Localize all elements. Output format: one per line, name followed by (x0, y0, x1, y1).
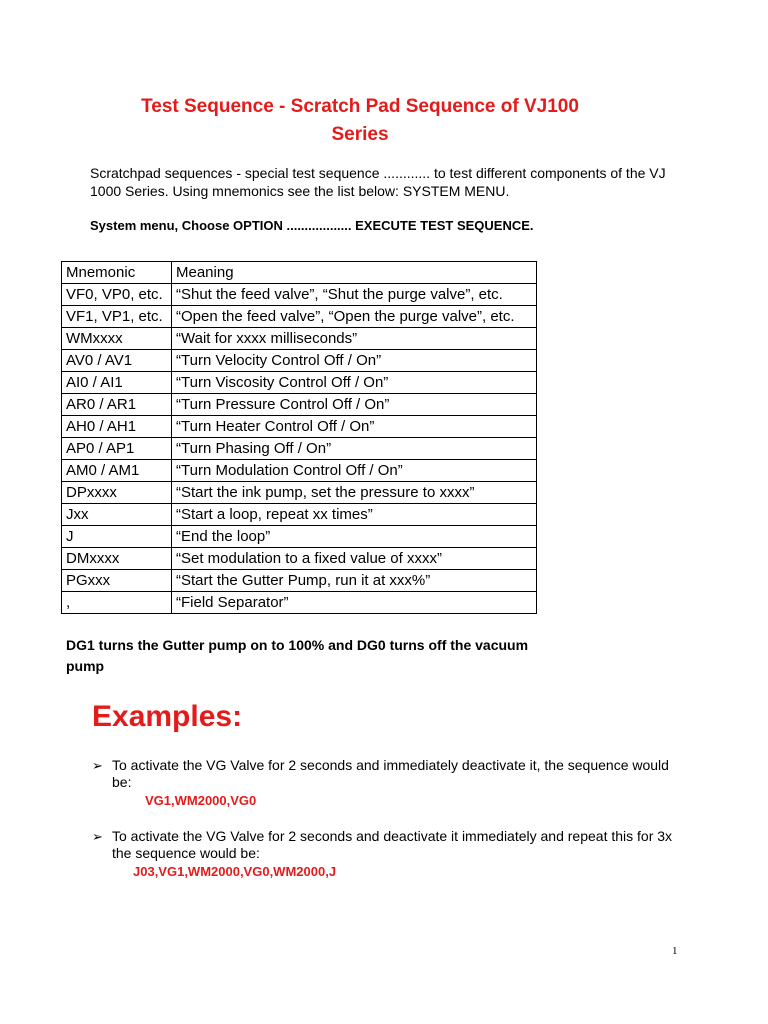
meaning-cell: “Field Separator” (172, 592, 537, 614)
mnemonic-cell: AH0 / AH1 (62, 416, 172, 438)
mnemonic-cell: VF0, VP0, etc. (62, 284, 172, 306)
mnemonic-cell: PGxxx (62, 570, 172, 592)
mnemonic-cell: AI0 / AI1 (62, 372, 172, 394)
mnemonic-cell: , (62, 592, 172, 614)
table-row (62, 438, 537, 460)
mnemonic-cell: AM0 / AM1 (62, 460, 172, 482)
table-row (62, 570, 537, 592)
header-meaning: Meaning (172, 262, 537, 284)
meaning-cell: “Wait for xxxx milliseconds” (172, 328, 537, 350)
table-row (62, 482, 537, 504)
table-header-row (62, 262, 537, 284)
meaning-cell: “Turn Modulation Control Off / On” (172, 460, 537, 482)
title-line-2: Series (331, 124, 389, 145)
meaning-cell: “Set modulation to a fixed value of xxxx” (172, 548, 537, 570)
mnemonic-table (61, 261, 537, 614)
arrow-bullet-icon: ➢ (92, 829, 103, 844)
table-row (62, 350, 537, 372)
mnemonic-cell: AV0 / AV1 (62, 350, 172, 372)
title-line-1: Test Sequence - Scratch Pad Sequence of VJ100 (141, 96, 579, 117)
meaning-cell: “Turn Velocity Control Off / On” (172, 350, 537, 372)
mnemonic-cell: AR0 / AR1 (62, 394, 172, 416)
meaning-cell: “Turn Heater Control Off / On” (172, 416, 537, 438)
system-menu-instruction: System menu, Choose OPTION .................. EXECUTE TEST SEQUENCE. (90, 218, 534, 233)
meaning-cell: “End the loop” (172, 526, 537, 548)
mnemonic-cell: WMxxxx (62, 328, 172, 350)
table-row (62, 306, 537, 328)
header-mnemonic: Mnemonic (62, 262, 172, 284)
meaning-cell: “Turn Pressure Control Off / On” (172, 394, 537, 416)
document-title (60, 93, 660, 149)
table-row (62, 548, 537, 570)
dg-pump-note: DG1 turns the Gutter pump on to 100% and DG0 turns off the vacuum pump (66, 637, 529, 674)
table-row (62, 592, 537, 614)
mnemonic-cell: VF1, VP1, etc. (62, 306, 172, 328)
table-row (62, 460, 537, 482)
example-1-code: VG1,WM2000,VG0 (145, 793, 257, 808)
table-row (62, 328, 537, 350)
mnemonic-cell: DMxxxx (62, 548, 172, 570)
examples-heading: Examples: (92, 700, 243, 733)
table-row (62, 284, 537, 306)
example-2-text: To activate the VG Valve for 2 seconds and deactivate it immediately and repeat this for 3x the sequence would be: (112, 828, 673, 861)
meaning-cell: “Start the ink pump, set the pressure to xxxx” (172, 482, 537, 504)
mnemonic-cell: J (62, 526, 172, 548)
page-number: 1 (672, 945, 678, 957)
meaning-cell: “Start the Gutter Pump, run it at xxx%” (172, 570, 537, 592)
table-row (62, 372, 537, 394)
mnemonic-cell: DPxxxx (62, 482, 172, 504)
table-row (62, 526, 537, 548)
intro-paragraph: Scratchpad sequences - special test sequence ............ to test different components of the VJ 1000 Series. Using mnemonics see the list below: SYSTEM MENU. (90, 165, 666, 199)
meaning-cell: “Open the feed valve”, “Open the purge valve”, etc. (172, 306, 537, 328)
meaning-cell: “Turn Phasing Off / On” (172, 438, 537, 460)
mnemonic-cell: AP0 / AP1 (62, 438, 172, 460)
table-row (62, 394, 537, 416)
meaning-cell: “Start a loop, repeat xx times” (172, 504, 537, 526)
meaning-cell: “Shut the feed valve”, “Shut the purge valve”, etc. (172, 284, 537, 306)
table-row (62, 504, 537, 526)
meaning-cell: “Turn Viscosity Control Off / On” (172, 372, 537, 394)
example-1-text: To activate the VG Valve for 2 seconds and immediately deactivate it, the sequence would be: (112, 757, 669, 790)
arrow-bullet-icon: ➢ (92, 758, 103, 773)
table-row (62, 416, 537, 438)
example-2-code: J03,VG1,WM2000,VG0,WM2000,J (133, 864, 337, 879)
mnemonic-cell: Jxx (62, 504, 172, 526)
